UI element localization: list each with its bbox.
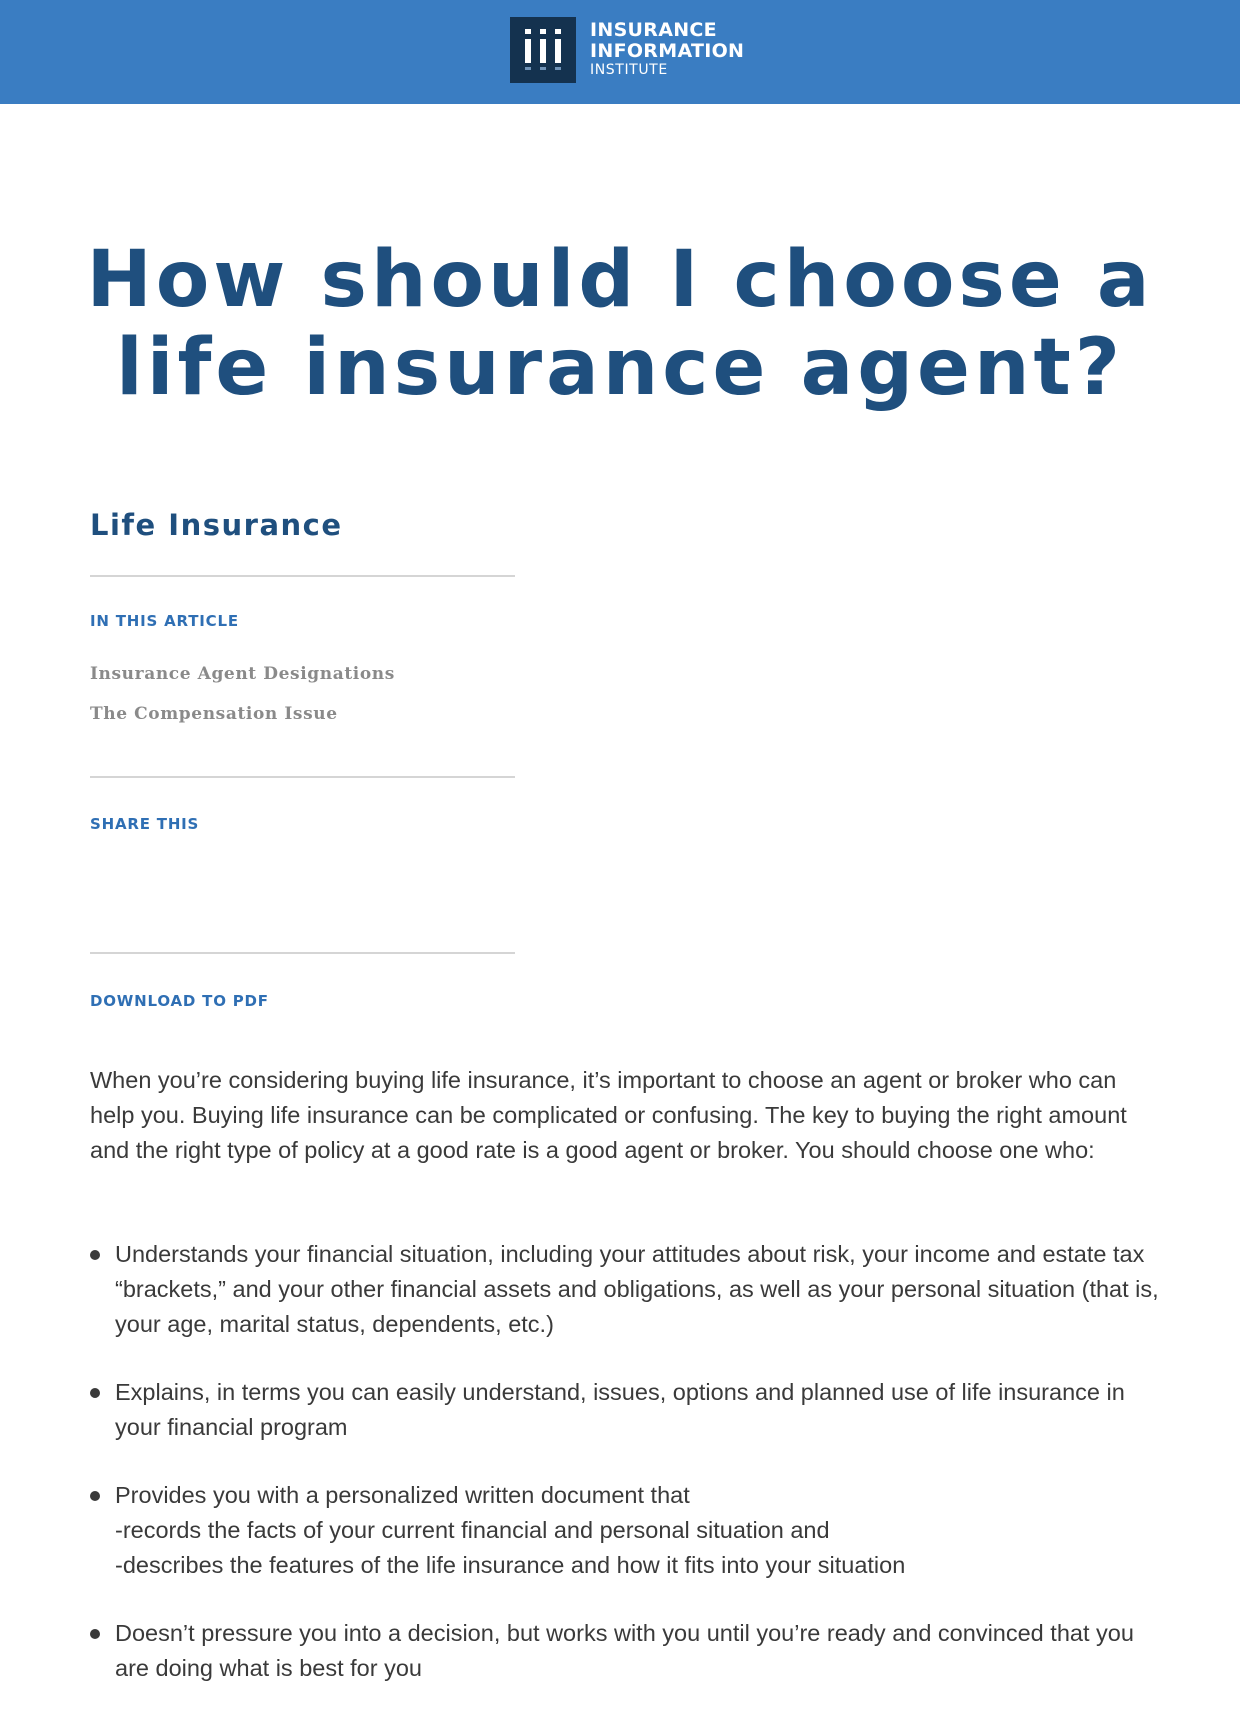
- bullet-icon: [90, 1491, 100, 1501]
- bullet-icon: [90, 1629, 100, 1639]
- page-title-line-1: How should I choose a: [86, 235, 1154, 325]
- list-item-subline: -describes the features of the life insurance and how it fits into your situation: [115, 1552, 906, 1578]
- divider: [90, 575, 515, 577]
- list-item: [90, 1478, 1170, 1583]
- divider: [90, 952, 515, 954]
- list-item-text: Provides you with a personalized written document that: [115, 1482, 690, 1508]
- logo-wordmark: [590, 21, 744, 77]
- in-this-article-label: IN THIS ARTICLE: [90, 612, 239, 630]
- list-item-text: Doesn’t pressure you into a decision, but works with you until you’re ready and convinced that you are doing what is best for you: [115, 1620, 1134, 1681]
- page-title-line-2: life insurance agent?: [115, 323, 1125, 413]
- list-item: [90, 1616, 1170, 1686]
- site-header: [0, 0, 1240, 104]
- list-item: [90, 1237, 1170, 1342]
- category-heading: Life Insurance: [90, 508, 343, 542]
- list-item-subline: -records the facts of your current financial and personal situation and: [115, 1517, 830, 1543]
- download-pdf-link[interactable]: DOWNLOAD TO PDF: [90, 992, 269, 1010]
- bullet-icon: [90, 1250, 100, 1260]
- qualities-list: [90, 1237, 1170, 1719]
- divider: [90, 776, 515, 778]
- intro-paragraph: When you’re considering buying life insurance, it’s important to choose an agent or broker who can help you. Buying life insurance can be complicated or confusing. The key to buying the right amount and the right type of policy at a good rate is a good agent or broker. You should choose one who:: [90, 1067, 1127, 1163]
- share-this-label: SHARE THIS: [90, 815, 200, 833]
- list-item-text: Explains, in terms you can easily understand, issues, options and planned use of life insurance in your financial program: [115, 1379, 1125, 1440]
- logo-line-1: INSURANCE: [590, 19, 717, 41]
- list-item-text: Understands your financial situation, including your attitudes about risk, your income and estate tax “brackets,” and your other financial assets and obligations, as well as your personal situation (that is, your age, marital status, dependents, etc.): [115, 1241, 1159, 1337]
- logo-line-2: INFORMATION: [590, 40, 745, 62]
- logo-line-3: INSTITUTE: [590, 62, 668, 78]
- toc-link-compensation-issue[interactable]: The Compensation Issue: [90, 704, 338, 724]
- list-item: [90, 1375, 1170, 1445]
- bullet-icon: [90, 1388, 100, 1398]
- page-title: [0, 236, 1240, 412]
- toc-link-agent-designations[interactable]: Insurance Agent Designations: [90, 664, 395, 684]
- iii-logo[interactable]: [510, 17, 744, 83]
- iii-logo-icon: [510, 17, 576, 83]
